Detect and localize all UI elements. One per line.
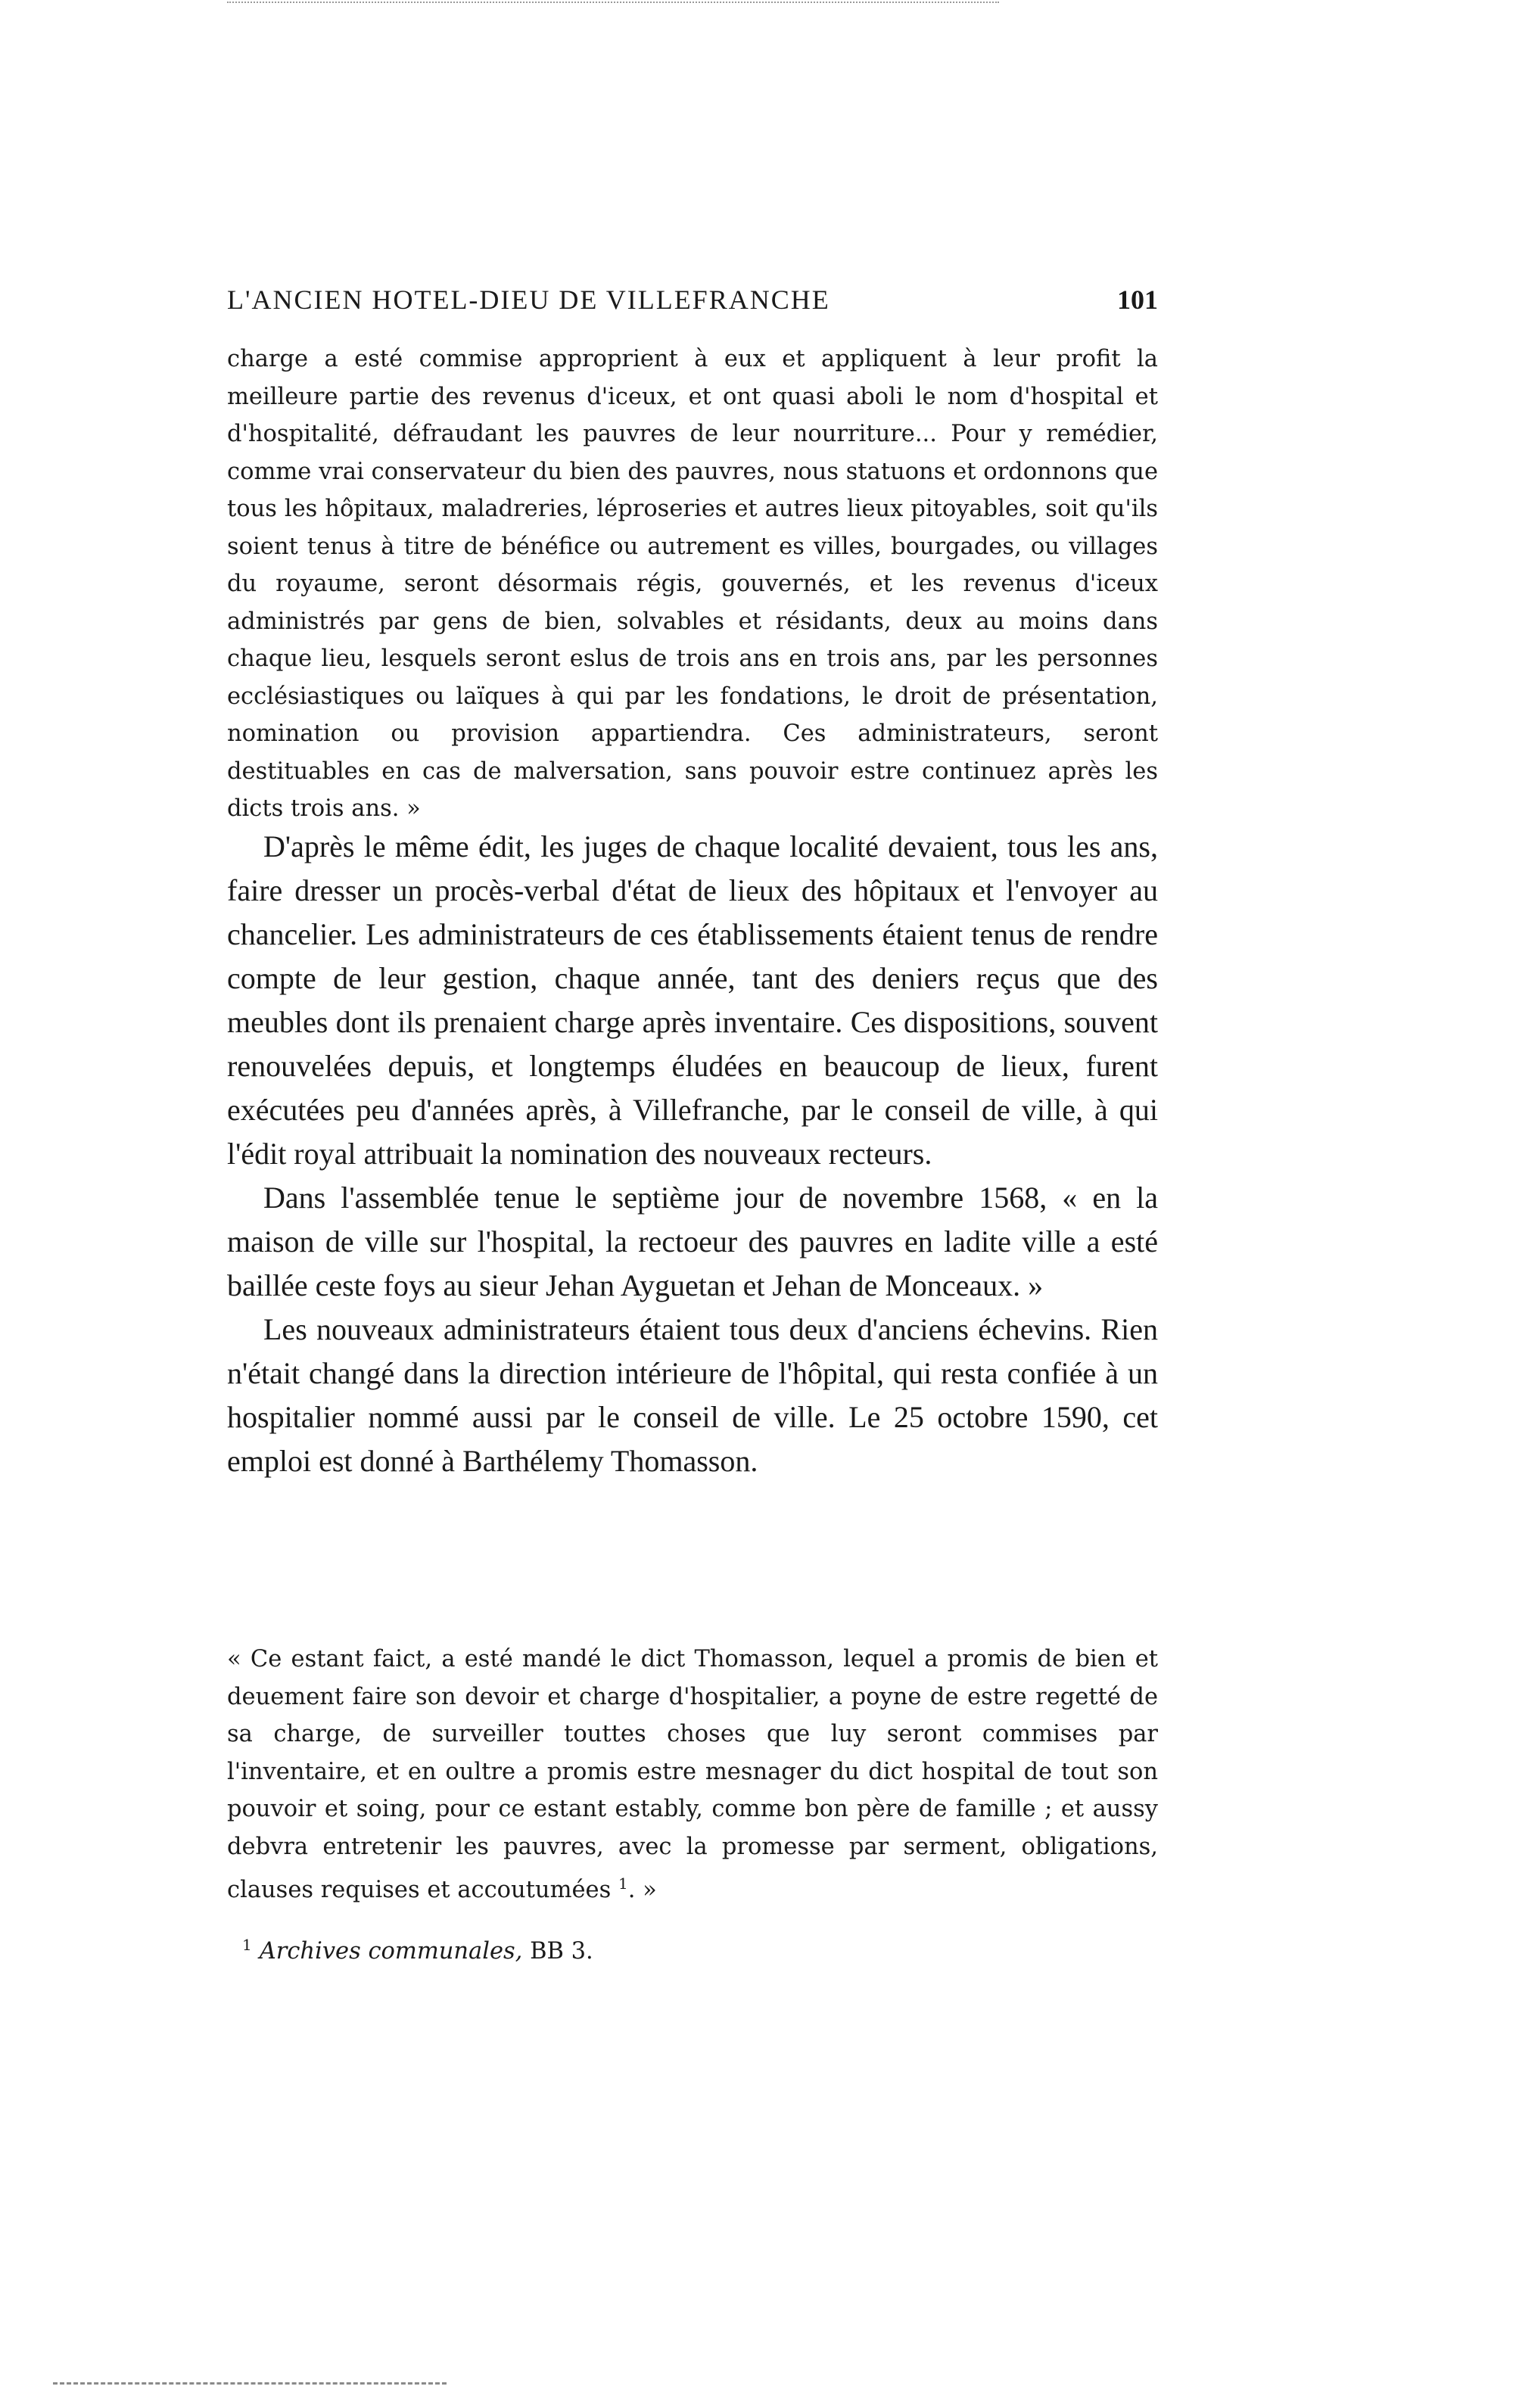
footnote-marker: 1 [242,1936,252,1954]
block-quote: charge a esté commise approprient à eux et appliquent à leur profit la meilleure partie des revenus d'iceux, et ont quasi aboli le nom d'hospital et d'hospitalité, défraudant les pauvres de leur nourriture... Pour y remédier, comme vrai conservateur du bien des pauvres, nous statuons et ordonnons que tous les hôpitaux, maladreries, léproseries et autres lieux pitoyables, soit qu'ils soient tenus à titre de bénéfice ou autrement es villes, bourgades, ou villages du royaume, seront désormais régis, gouvernés, et les revenus d'iceux administrés par gens de bien, solvables et résidants, deux au moins dans chaque lieu, lesquels seront eslus de trois ans en trois ans, par les personnes ecclésiastiques ou laïques à qui par les fondations, le droit de présentation, nomination ou provision appartiendra. Ces administrateurs, seront destituables en cas de malversation, sans pouvoir estre continuez après les dicts trois ans. » [227,346,1158,822]
second-quote-text: « Ce estant faict, a esté mandé le dict Thomasson, lequel a promis de bien et deuement faire son devoir et charge d'hospitalier, a poyne de estre regetté de sa charge, de surveiller touttes choses que luy seront commises par l'inventaire, et en oultre a promis estre mesnager du dict hospital de tout son pouvoir et soing, pour ce estant estably, comme bon père de famille ; et aussy debvra entretenir les pauvres, avec la promesse par serment, obligations, clauses requises et accoutumées [227,1646,1158,1904]
page-number: 101 [1117,285,1158,315]
footnote [242,1928,1150,1968]
paragraph-1: D'après le même édit, les juges de chaque localité devaient, tous les ans, faire dresser un procès-verbal d'état de lieux des hôpitaux et l'envoyer au chancelier. Les administrateurs de ces établissements étaient tenus de rendre compte de leur gestion, chaque année, tant des deniers reçus que des meubles dont ils prenaient charge après inventaire. Ces dispositions, souvent renouvelées depuis, et longtemps éludées en beaucoup de lieux, furent exécutées peu d'années après, à Villefranche, par le conseil de ville, à qui l'édit royal attribuait la nomination des nouveaux recteurs. [227,829,1158,1171]
footnote-source-reference: BB 3. [530,1938,593,1965]
running-head [227,284,1158,316]
paragraph-2: Dans l'assemblée tenue le septième jour de novembre 1568, « en la maison de ville sur l'hospital, la rectoeur des pauvres en ladite ville a esté baillée ceste foys au sieur Jehan Ayguetan et Jehan de Monceaux. » [227,1181,1158,1302]
main-text [227,825,1158,1483]
footnote-reference[interactable]: 1 [618,1874,628,1893]
second-quote-closing: . » [627,1877,657,1904]
paragraph-3: Les nouveaux administrateurs étaient tous deux d'anciens échevins. Rien n'était changé dans la direction intérieure de l'hôpital, qui resta confiée à un hospitalier nommé aussi par le conseil de ville. Le 25 octobre 1590, cet emploi est donné à Barthélemy Thomasson. [227,1312,1158,1478]
running-head-title: L'ANCIEN HOTEL-DIEU DE VILLEFRANCHE [227,285,830,315]
footnote-source-title: Archives communales, [259,1938,523,1965]
page-edge-bottom [53,2382,447,2388]
page-edge-top [227,2,999,11]
second-quote [227,1641,1158,1909]
